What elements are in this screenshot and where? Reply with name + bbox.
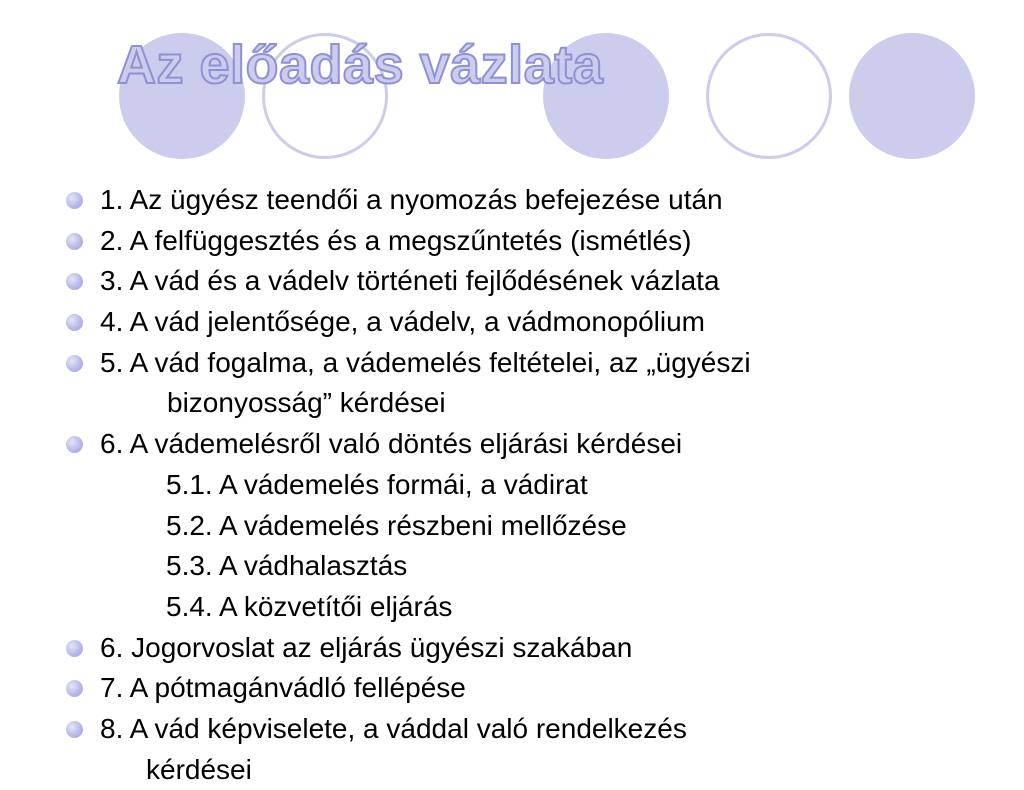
agenda-subitem [0,465,1024,506]
agenda-item-text: 8. A vád képviselete, a váddal való rendelkezés [100,712,687,744]
agenda-list [0,180,1024,790]
bullet-icon [66,233,83,250]
agenda-subitem [0,587,1024,628]
bullet-icon [66,273,83,290]
agenda-item [0,302,1024,343]
agenda-item-text: 7. A pótmagánvádló fellépése [100,672,466,704]
agenda-item [0,424,1024,465]
agenda-item-text: 5.2. A vádemelés részbeni mellőzése [166,509,627,541]
bullet-icon [66,192,83,209]
agenda-subitem [0,546,1024,587]
agenda-item-text: 5.4. A közvetítői eljárás [166,590,453,622]
bullet-icon [66,680,83,697]
bullet-icon [66,721,83,738]
agenda-item-text: kérdései [146,753,252,785]
slide-title: Az előadás vázlata [117,35,604,95]
agenda-subitem [0,506,1024,547]
agenda-item-continuation [0,383,1024,424]
bullet-icon [66,436,83,453]
agenda-item-text: 5.1. A vádemelés formái, a vádirat [166,468,588,500]
bullet-icon [66,355,83,372]
agenda-item-text: bizonyosság” kérdései [167,387,446,419]
agenda-item-text: 2. A felfüggesztés és a megszűntetés (ismétlés) [100,224,692,256]
agenda-item-text: 6. A vádemelésről való döntés eljárási kérdései [100,428,683,460]
agenda-item [0,668,1024,709]
bullet-icon [66,640,83,657]
agenda-item-text: 1. Az ügyész teendői a nyomozás befejezése után [100,184,723,215]
agenda-item [0,343,1024,384]
agenda-item [0,709,1024,750]
agenda-item-text: 3. A vád és a vádelv történeti fejlődésének vázlata [100,265,720,297]
decorative-circle-filled [849,33,975,159]
agenda-item-text: 6. Jogorvoslat az eljárás ügyészi szakában [100,631,633,663]
bullet-icon [66,314,83,331]
agenda-item [0,180,1024,221]
agenda-item-text: 5. A vád fogalma, a vádemelés feltételei, az „ügyészi [100,346,751,378]
agenda-item-text: 4. A vád jelentősége, a vádelv, a vádmonopólium [100,306,705,338]
agenda-item-continuation [0,750,1024,790]
agenda-item [0,221,1024,262]
agenda-item [0,261,1024,302]
agenda-item-text: 5.3. A vádhalasztás [166,550,408,582]
agenda-item [0,628,1024,669]
decorative-circle-outline [706,33,832,159]
